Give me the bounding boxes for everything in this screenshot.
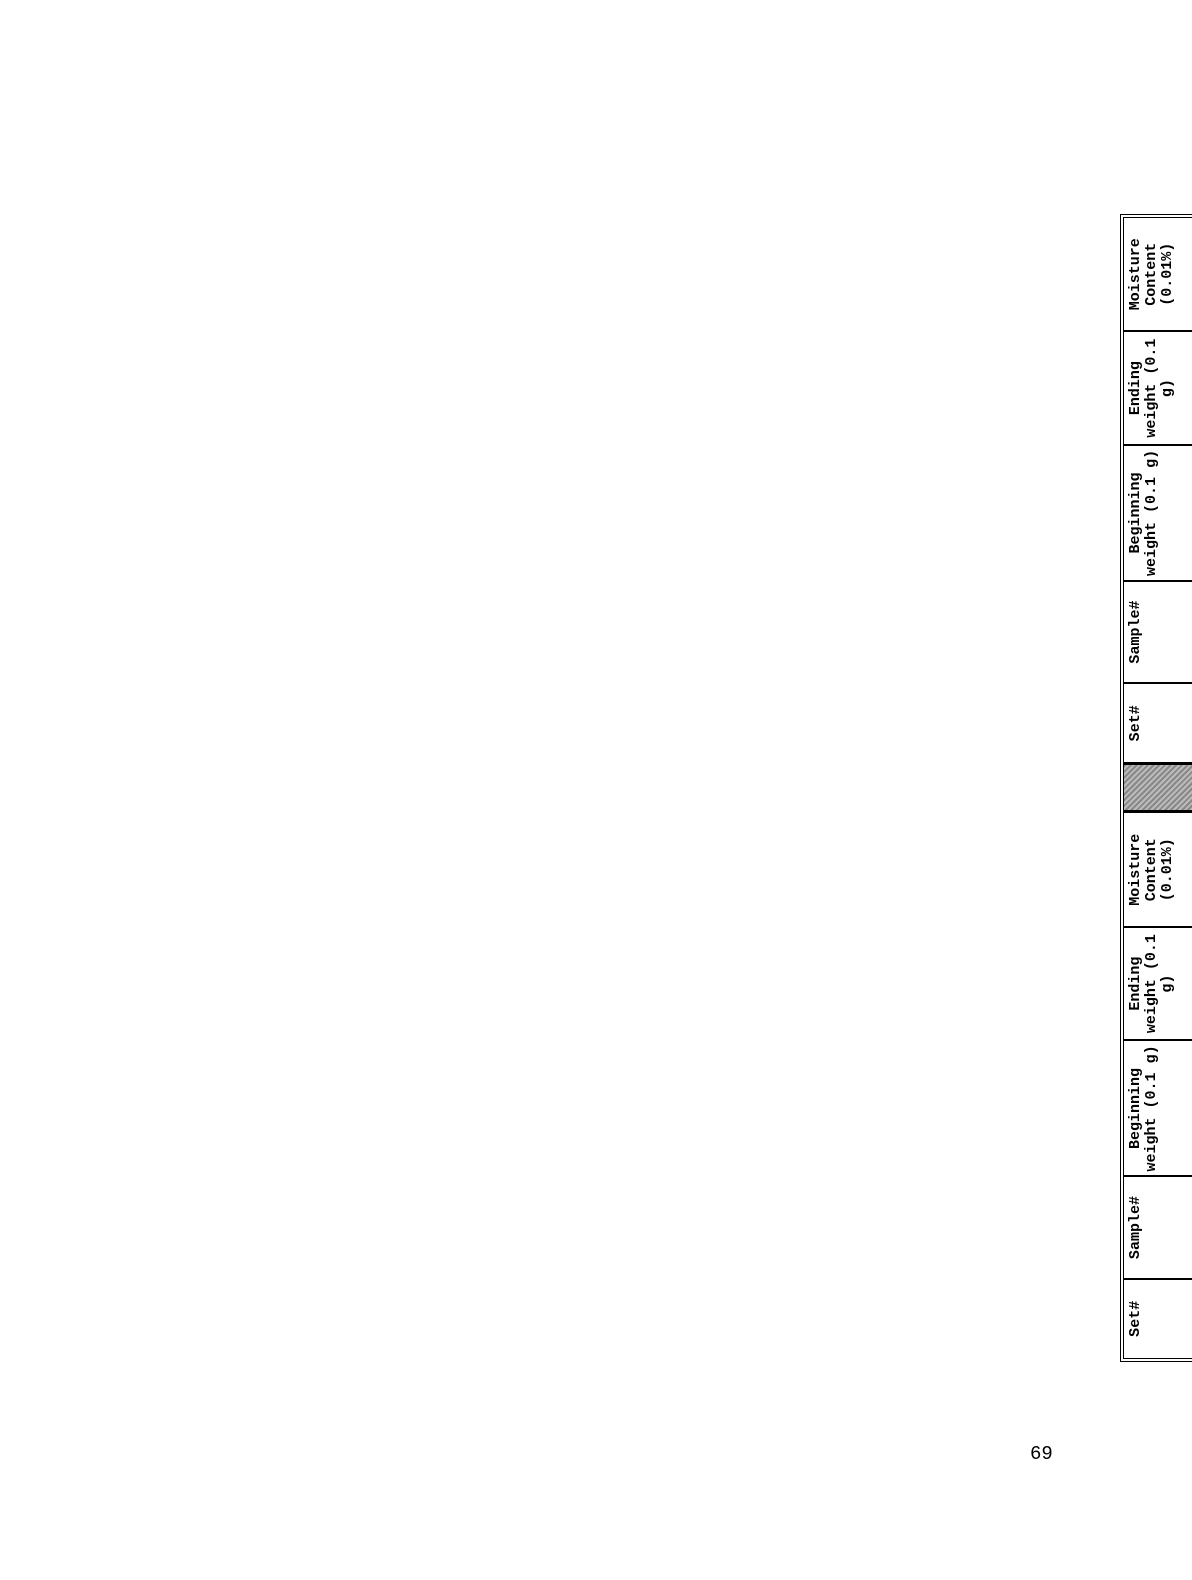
col-header-ending-weight: Ending weight (0.1 g)	[1124, 331, 1192, 444]
col-header-set: Set#	[1124, 1279, 1192, 1358]
right-table-half	[1124, 218, 1192, 763]
rotated-page-content	[1120, 220, 1192, 1370]
col-header-set: Set#	[1124, 683, 1192, 762]
moisture-tables	[1120, 214, 1192, 1362]
left-table-half	[1124, 814, 1192, 1359]
right-header-row	[1124, 218, 1192, 763]
col-header-sample: Sample#	[1124, 1177, 1192, 1279]
left-table	[1124, 814, 1192, 1359]
col-header-moisture-content: Moisture Content (0.01%)	[1124, 218, 1192, 331]
col-header-beginning-weight: Beginning weight (0.1 g)	[1124, 445, 1192, 581]
left-header-row	[1124, 814, 1192, 1359]
table-separator	[1124, 763, 1192, 814]
col-header-sample: Sample#	[1124, 581, 1192, 683]
col-header-beginning-weight: Beginning weight (0.1 g)	[1124, 1040, 1192, 1176]
col-header-ending-weight: Ending weight (0.1 g)	[1124, 927, 1192, 1040]
right-table	[1124, 218, 1192, 763]
col-header-moisture-content: Moisture Content (0.01%)	[1124, 814, 1192, 927]
page-number: 69	[1030, 1443, 1053, 1465]
